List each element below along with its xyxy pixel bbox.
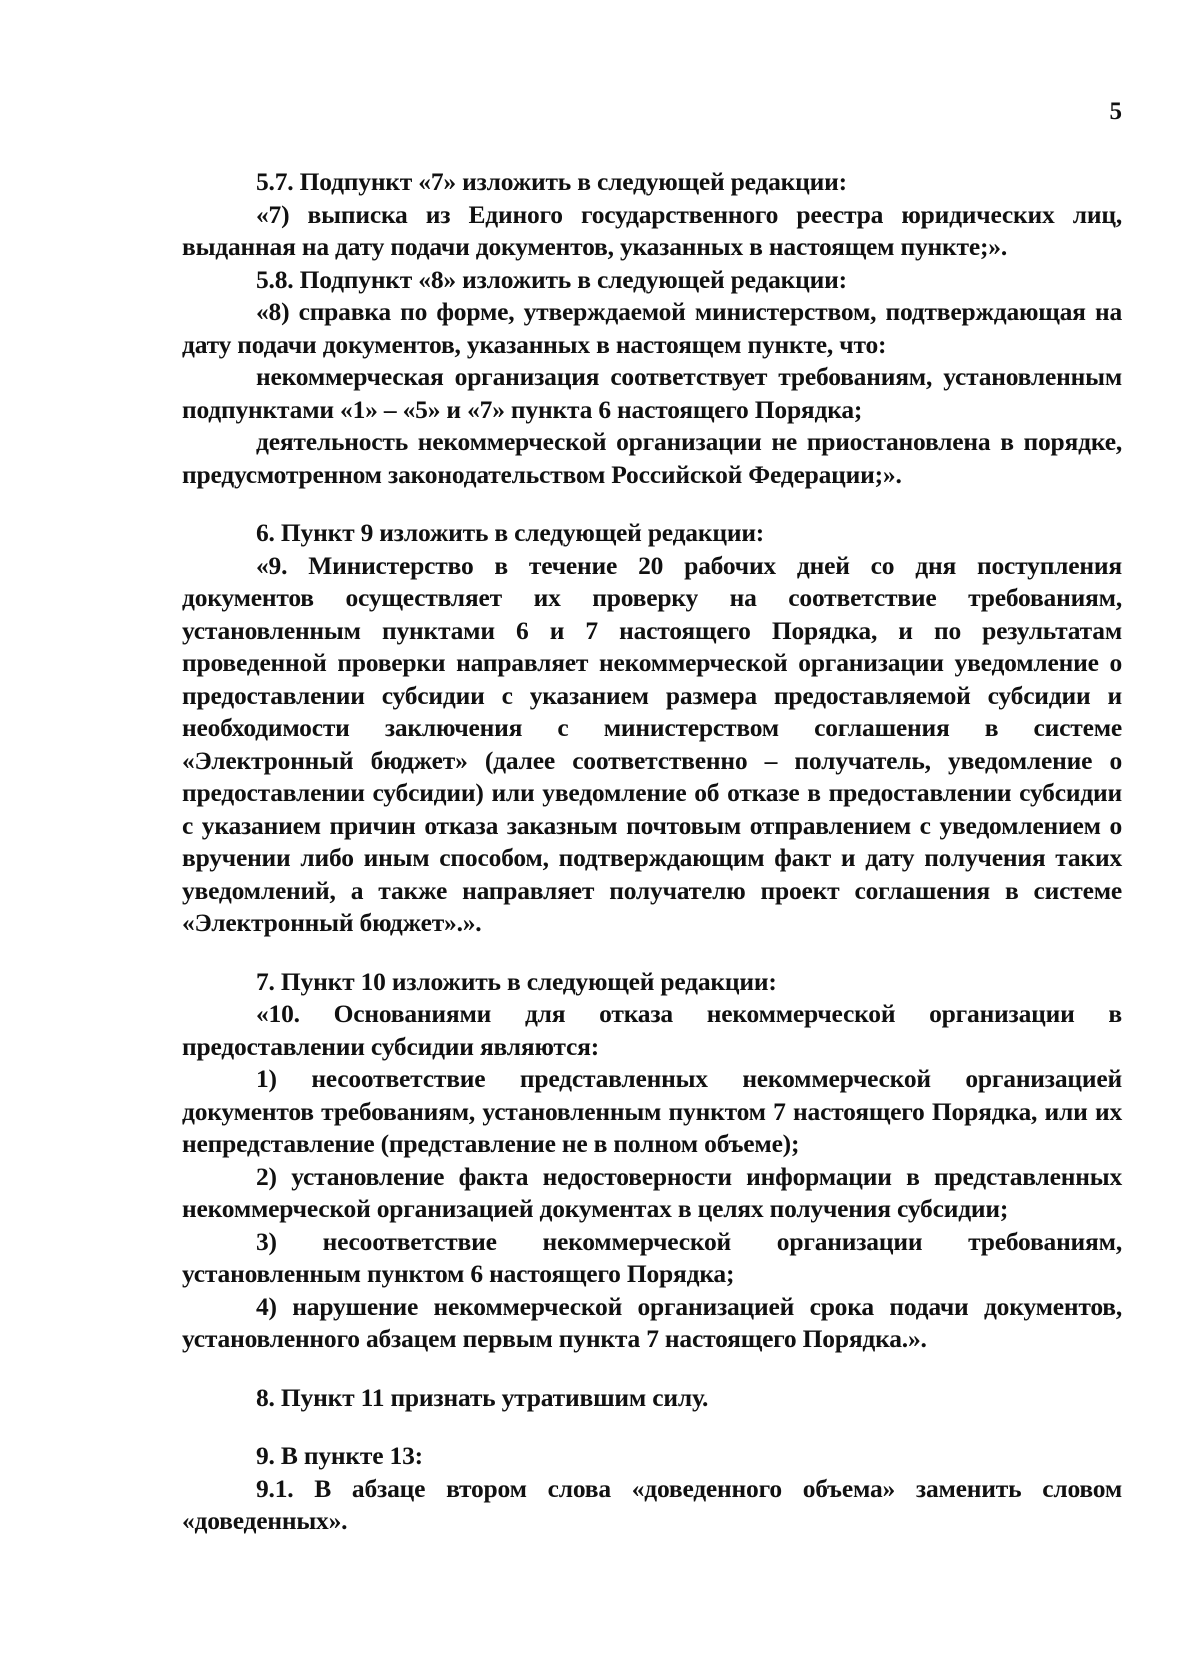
paragraph-9-ministry: «9. Министерство в течение 20 рабочих дней со дня поступления документов осуществляет их проверку на соответствие требованиям, установленным пунктами 6 и 7 настоящего Порядка, и по результатам проведенной проверки направляет некоммерческой организации уведомление о предоставлении субсидии с указанием размера предоставляемой субсидии и необходимости заключения с министерством соглашения в системе «Электронный бюджет» (далее соответственно – получатель, уведомление о предоставлении субсидии) или уведомление об отказе в предоставлении субсидии с указанием причин отказа заказным почтовым отправлением с уведомлением о вручении либо иным способом, подтверждающим факт и дату получения таких уведомлений, а также направляет получателю проект соглашения в системе «Электронный бюджет».». bbox=[182, 550, 1122, 937]
paragraph-5-7: 5.7. Подпункт «7» изложить в следующей редакции: bbox=[256, 167, 847, 196]
paragraph-ground-4: 4) нарушение некоммерческой организацией срока подачи документов, установленного абзацем первым пункта 7 настоящего Порядка.». bbox=[182, 1291, 1122, 1353]
paragraph-5-8: 5.8. Подпункт «8» изложить в следующей редакции: bbox=[256, 264, 847, 294]
paragraph-8: 8. Пункт 11 признать утратившим силу. bbox=[256, 1382, 709, 1412]
paragraph-compliance: некоммерческая организация соответствует требованиям, установленным подпунктами «1» – «5» и «7» пункта 6 настоящего Порядка; bbox=[182, 362, 1122, 424]
paragraph-8-certificate: «8) справка по форме, утверждаемой министерством, подтверждающая на дату подачи документов, указанных в настоящем пункте, что: bbox=[182, 297, 1122, 359]
page-number: 5 bbox=[1109, 98, 1122, 125]
paragraph-not-suspended: деятельность некоммерческой организации не приостановлена в порядке, предусмотренном законодательством Российской Федерации;». bbox=[182, 427, 1122, 489]
paragraph-6: 6. Пункт 9 изложить в следующей редакции: bbox=[256, 518, 765, 547]
paragraph-9: 9. В пункте 13: bbox=[256, 1441, 423, 1470]
paragraph-ground-3: 3) несоответствие некоммерческой организации требованиям, установленным пунктом 6 настоящего Порядка; bbox=[182, 1226, 1122, 1288]
paragraph-10-grounds: «10. Основаниями для отказа некоммерческой организации в предоставлении субсидии являются: bbox=[182, 999, 1122, 1061]
paragraph-9-1: 9.1. В абзаце втором слова «доведенного объема» заменить словом «доведенных». bbox=[182, 1473, 1122, 1535]
paragraph-7-extract: «7) выписка из Единого государственного реестра юридических лиц, выданная на дату подачи документов, указанных в настоящем пункте;». bbox=[182, 199, 1122, 261]
paragraph-ground-2: 2) установление факта недостоверности информации в представленных некоммерческой организацией документах в целях получения субсидии; bbox=[182, 1161, 1122, 1223]
paragraph-ground-1: 1) несоответствие представленных некоммерческой организацией документов требованиям, установленным пунктом 7 настоящего Порядка, или их непредставление (представление не в полном объеме); bbox=[182, 1064, 1122, 1158]
paragraph-7: 7. Пункт 10 изложить в следующей редакции: bbox=[256, 966, 777, 996]
document-body bbox=[182, 166, 1122, 1538]
